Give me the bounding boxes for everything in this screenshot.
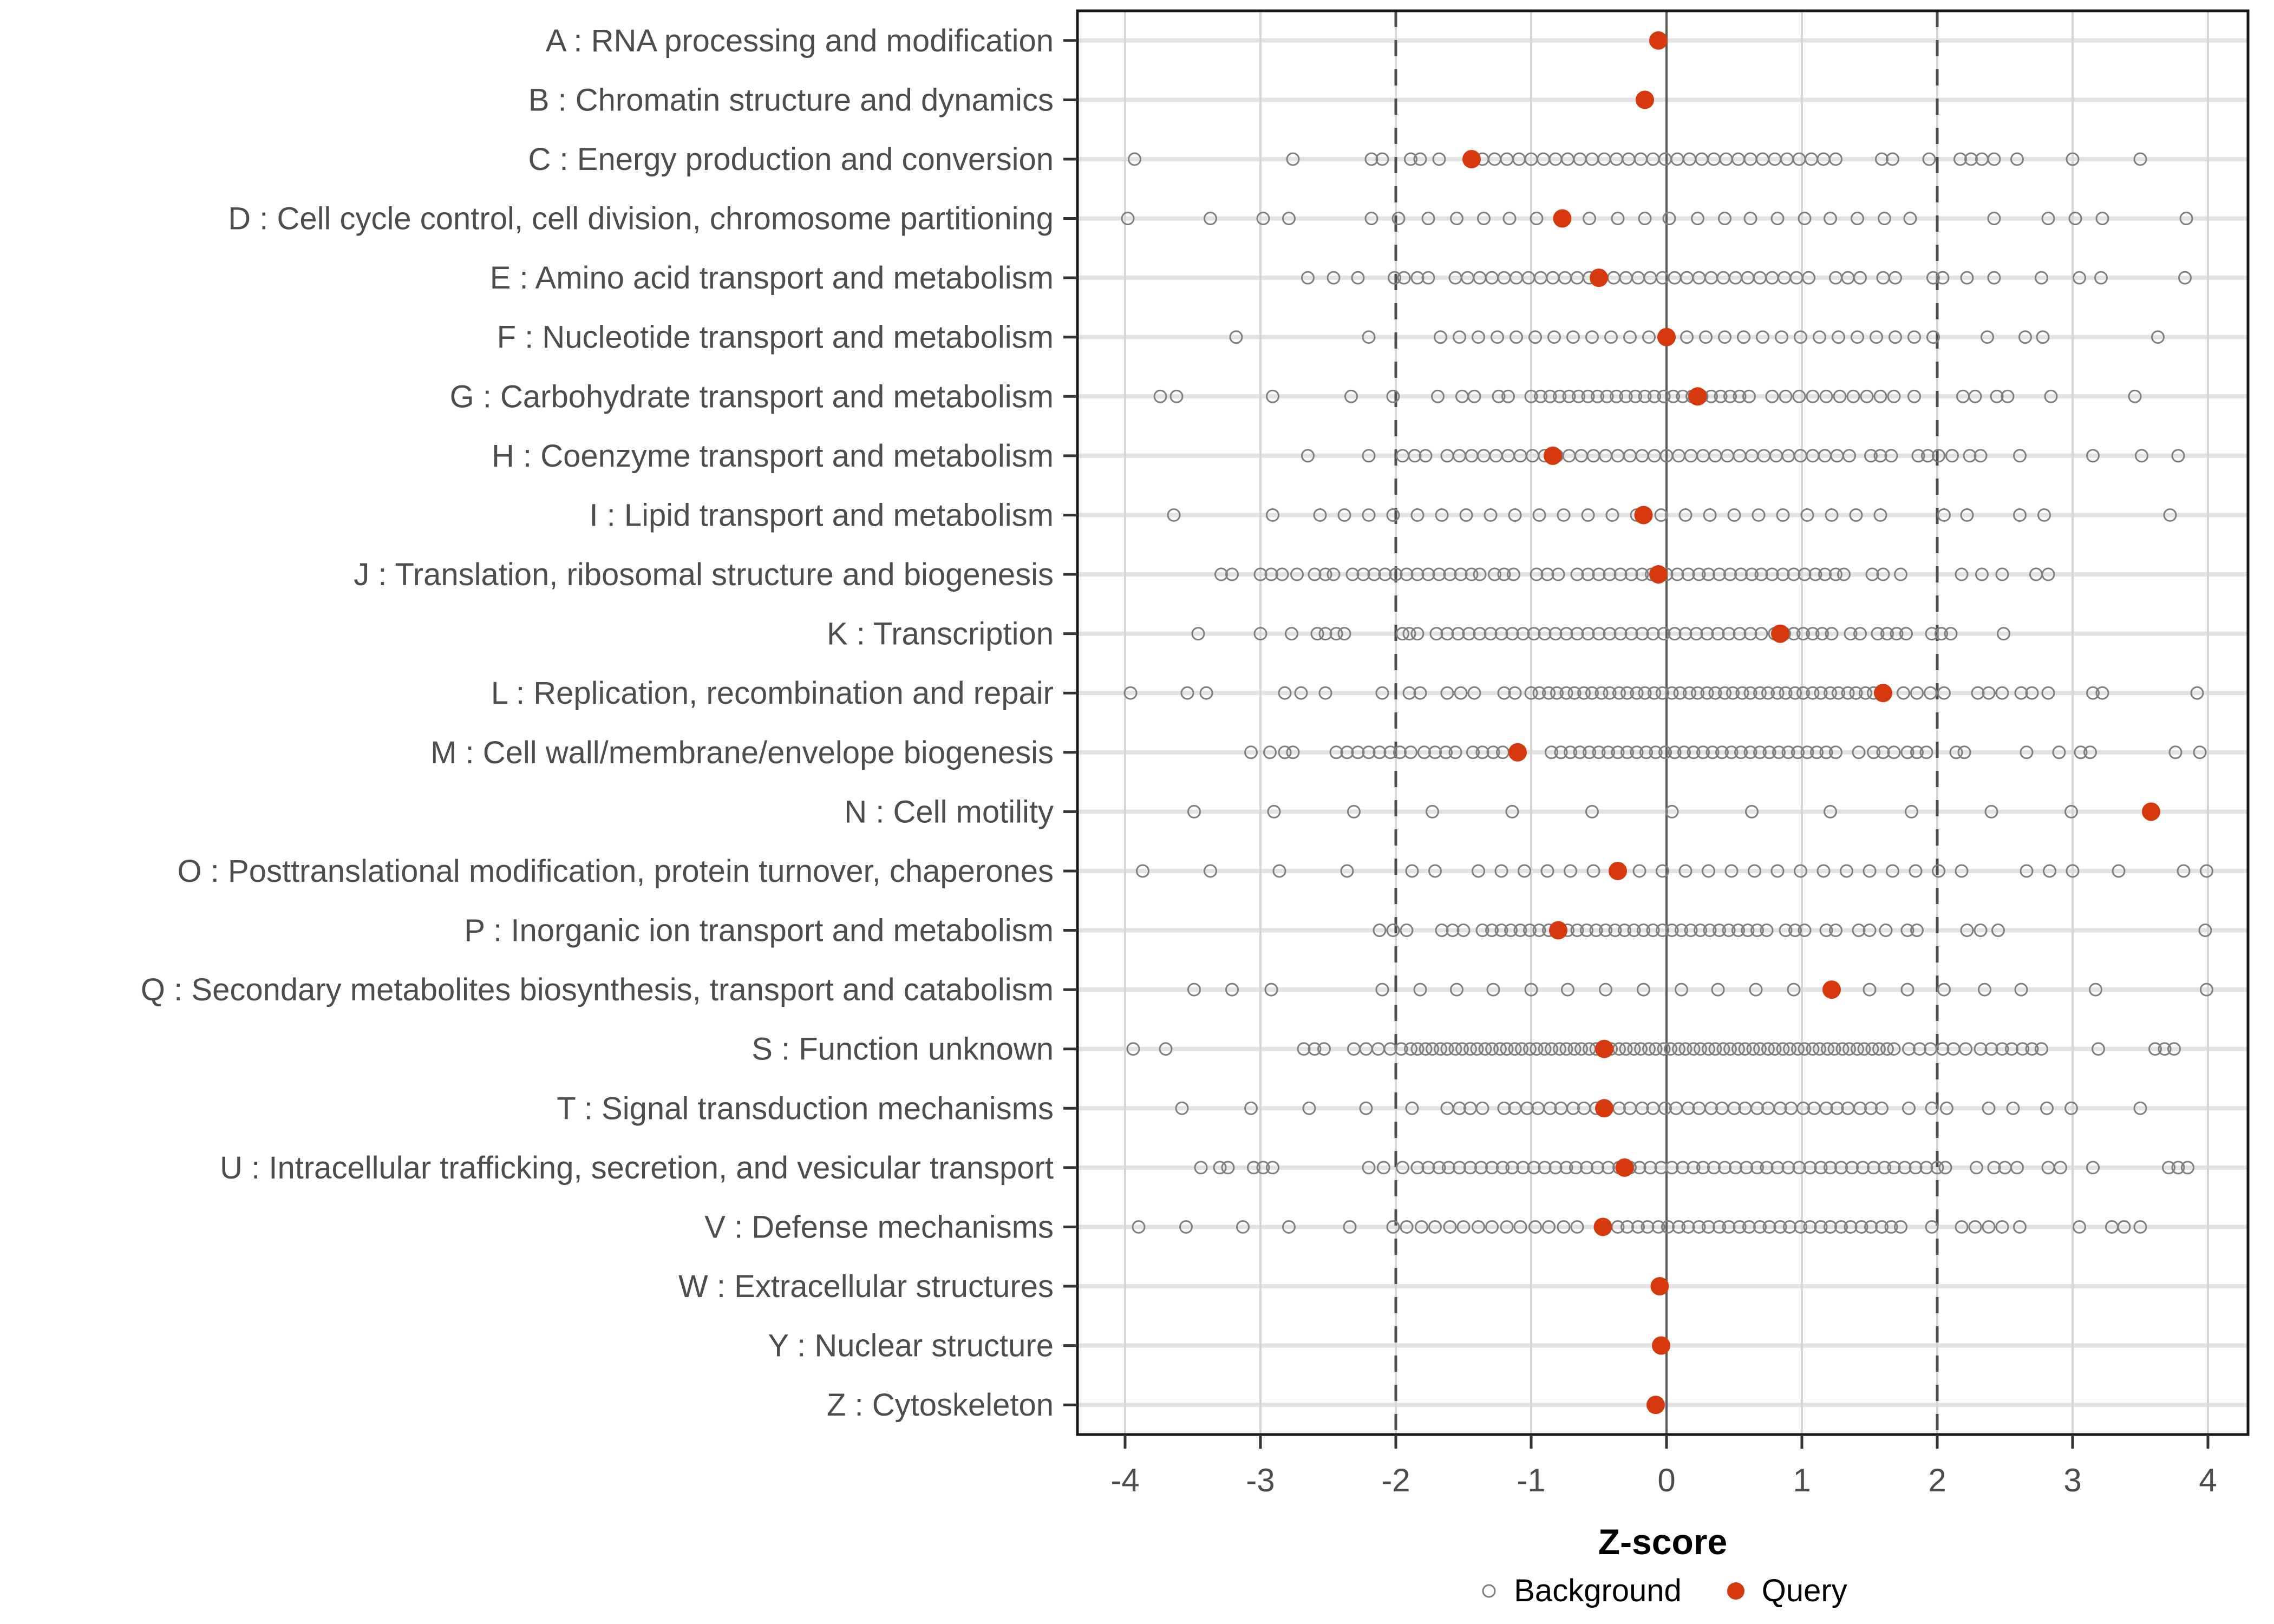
x-tick-label: -2 [1381, 1462, 1410, 1498]
category-label: H : Coenzyme transport and metabolism [492, 438, 1054, 474]
x-tick-label: 2 [1928, 1462, 1946, 1498]
query-point [1874, 684, 1892, 702]
query-point [1636, 90, 1654, 109]
query-point [1646, 1396, 1665, 1414]
x-tick-label: 0 [1657, 1462, 1676, 1498]
category-label: J : Translation, ribosomal structure and biogenesis [354, 557, 1054, 593]
query-point [1649, 565, 1668, 584]
query-point [1657, 328, 1676, 346]
category-label: G : Carbohydrate transport and metabolism [449, 379, 1054, 415]
category-label: L : Replication, recombination and repair [491, 676, 1054, 711]
x-tick-label: -3 [1246, 1462, 1275, 1498]
category-label: D : Cell cycle control, cell division, chromosome partitioning [228, 201, 1054, 237]
query-point [1609, 862, 1627, 880]
legend-item-background [1478, 1573, 1682, 1609]
category-label: T : Signal transduction mechanisms [557, 1091, 1054, 1127]
x-tick-label: -1 [1517, 1462, 1546, 1498]
query-point [1822, 980, 1841, 999]
category-label: K : Transcription [826, 616, 1054, 652]
query-point [1549, 921, 1567, 940]
query-point [1635, 506, 1653, 524]
category-label: V : Defense mechanisms [704, 1209, 1054, 1245]
query-point [1508, 743, 1527, 762]
x-tick-label: 4 [2199, 1462, 2217, 1498]
query-point [1771, 625, 1789, 643]
x-tick-label: 3 [2063, 1462, 2082, 1498]
query-point [1651, 1277, 1669, 1295]
category-label: U : Intracellular trafficking, secretion, and vesicular transport [220, 1150, 1054, 1186]
x-tick-label: 1 [1793, 1462, 1811, 1498]
category-label: O : Posttranslational modification, protein turnover, chaperones [177, 853, 1054, 889]
category-label: N : Cell motility [844, 794, 1054, 830]
query-point [1649, 31, 1668, 50]
query-point [1595, 1040, 1613, 1058]
category-label: A : RNA processing and modification [545, 23, 1054, 58]
query-point [1462, 150, 1481, 168]
query-point [1689, 387, 1707, 405]
category-label: Y : Nuclear structure [768, 1328, 1054, 1364]
query-point [1616, 1158, 1634, 1177]
query-point [1595, 1099, 1613, 1117]
category-label: M : Cell wall/membrane/envelope biogenesis [430, 735, 1054, 770]
query-point [1544, 447, 1562, 465]
query-point-icon [1724, 1579, 1748, 1603]
query-point [1594, 1217, 1612, 1236]
category-label: S : Function unknown [752, 1031, 1054, 1067]
category-label: B : Chromatin structure and dynamics [528, 82, 1054, 118]
query-point [1590, 269, 1608, 287]
query-point [1652, 1337, 1670, 1355]
legend [1077, 1573, 2248, 1609]
category-label: Q : Secondary metabolites biosynthesis, transport and catabolism [140, 972, 1054, 1008]
legend-item-query [1724, 1573, 1847, 1609]
x-tick-label: -4 [1110, 1462, 1140, 1498]
query-point [1553, 209, 1572, 228]
category-label: C : Energy production and conversion [528, 141, 1054, 177]
category-label: E : Amino acid transport and metabolism [489, 260, 1054, 296]
category-label: I : Lipid transport and metabolism [589, 497, 1054, 533]
category-label: W : Extracellular structures [678, 1269, 1054, 1305]
x-axis-title: Z-score [1598, 1522, 1728, 1562]
background-point-icon [1478, 1580, 1500, 1602]
legend-query-label: Query [1761, 1573, 1847, 1608]
category-label: F : Nucleotide transport and metabolism [496, 319, 1054, 355]
legend-background-label: Background [1514, 1573, 1682, 1608]
category-label: P : Inorganic ion transport and metabolism [464, 913, 1054, 948]
category-label: Z : Cytoskeleton [826, 1387, 1054, 1423]
query-point [2142, 802, 2160, 821]
